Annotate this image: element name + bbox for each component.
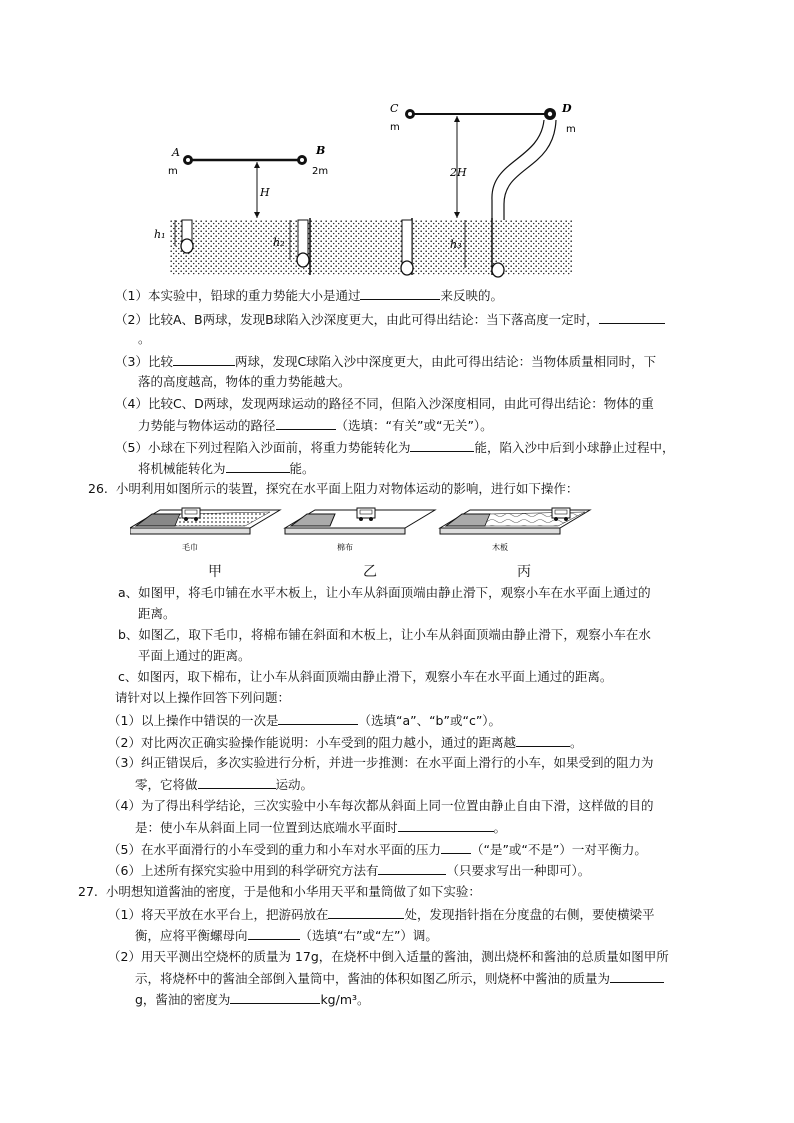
q25-s2: （2）比较A、B两球，发现B球陷入沙深度更大，由此可得出结论：当下落高度一定时， — [115, 312, 599, 327]
sunk-ball-d — [492, 263, 504, 277]
q27-p1d: （选填“右”或“左”）调。 — [299, 928, 438, 943]
q26-p5-line — [108, 840, 647, 859]
mass-a: m — [168, 166, 178, 177]
q26-p4b-line — [135, 818, 506, 837]
q26-p3b-line — [135, 775, 313, 794]
q25-s4b: 力势能与物体运动的路径 — [138, 418, 276, 433]
q26-blank4[interactable] — [398, 818, 494, 832]
sunk-ball-b — [297, 253, 309, 267]
q26-p3: （3）纠正错误后，多次实验进行分析，并进一步推测：在水平面上滑行的小车，如果受到的阻力为 — [108, 755, 654, 770]
q25-s3: （3）比较 — [115, 354, 173, 369]
q25-s5d: 能。 — [289, 461, 315, 476]
q25-line3 — [115, 352, 656, 371]
q27-blank1[interactable] — [328, 905, 404, 919]
q25-line4 — [115, 395, 654, 413]
q26-p4: （4）为了得出科学结论，三次实验中小车每次都从斜面上同一位置由静止自由下滑，这样做的目的 — [108, 798, 654, 813]
q27-p2b-line — [135, 969, 664, 988]
surface-label-towel: 毛巾 — [182, 543, 198, 552]
q26-p1-line — [108, 711, 501, 730]
panel-towel — [130, 508, 280, 552]
sand-drop-figure — [140, 100, 740, 285]
q27-p1c-line — [135, 926, 438, 945]
depth-h3: h₃ — [450, 238, 462, 251]
q27-blank4[interactable] — [230, 990, 320, 1004]
q27-blank2[interactable] — [248, 926, 300, 940]
q25-s5: （5）小球在下列过程陷入沙面前，将重力势能转化为 — [115, 440, 411, 455]
q27-p2c: g，酱油的密度为 — [135, 992, 231, 1007]
q26-p2b: 。 — [569, 735, 583, 750]
caption-bing: 丙 — [517, 564, 531, 580]
label-a: A — [172, 146, 180, 159]
panel-wood — [440, 508, 590, 552]
q27-p2c-line — [135, 990, 370, 1009]
q27-p2-line — [108, 948, 669, 966]
q25-blank4[interactable] — [276, 416, 336, 430]
q27-p1: （1）将天平放在水平台上，把游码放在 — [108, 907, 329, 922]
q25-s5b: 能，陷入沙中后到小球静止过程中， — [474, 440, 675, 455]
height-2h: 2H — [450, 166, 467, 179]
q26-blank2[interactable] — [516, 733, 570, 747]
q26-blank6[interactable] — [378, 861, 446, 875]
q26-p5: （5）在水平面滑行的小车受到的重力和小车对水平面的压力 — [108, 842, 441, 857]
q26-p2-line — [108, 733, 582, 752]
q26-a2: 距离。 — [138, 606, 176, 621]
q27-blank3[interactable] — [610, 969, 664, 983]
q26-p3b: 零，它将做 — [135, 777, 198, 792]
q25-blank2[interactable] — [599, 310, 665, 324]
q26-intro-line — [88, 480, 578, 498]
q26-blank3[interactable] — [198, 775, 276, 789]
q27-p2d: kg/m³。 — [320, 992, 370, 1007]
surface-label-wood: 木板 — [492, 543, 508, 552]
mass-c: m — [390, 122, 400, 133]
mass-b: 2m — [312, 166, 329, 177]
surface-label-cotton: 棉布 — [337, 543, 353, 552]
q25-s1: （1）本实验中，铅球的重力势能大小是通过 — [115, 288, 361, 303]
q26-p1b: （选填“a”、“b”或“c”）。 — [358, 713, 502, 728]
q27-p1b: 处，发现指针指在分度盘的右侧，要使横梁平 — [404, 907, 655, 922]
q26-a1: a、如图甲，将毛巾铺在水平木板上，让小车从斜面顶端由静止滑下，观察小车在水平面上通过的 — [118, 585, 651, 600]
q26-p3c: 运动。 — [275, 777, 314, 792]
depth-h2: h₂ — [273, 236, 285, 249]
height-h: H — [260, 186, 270, 199]
q26-intro: 小明利用如图所示的装置，探究在水平面上阻力对物体运动的影响，进行如下操作： — [115, 481, 579, 496]
q25-line3c — [138, 373, 351, 391]
q25-blank5[interactable] — [410, 438, 474, 452]
q25-blank3[interactable] — [173, 352, 235, 366]
q27-p1-line — [108, 905, 654, 924]
caption-jia: 甲 — [208, 564, 222, 580]
q25-line4b — [138, 416, 493, 435]
q27-p2: （2）用天平测出空烧杯的质量为 17g，在烧杯中倒入适量的酱油，测出烧杯和酱油的总质量如图甲所 — [108, 949, 669, 964]
q26-b1: b、如图乙，取下毛巾，将棉布铺在斜面和木板上，让小车从斜面顶端由静止滑下，观察小车在水 — [118, 627, 651, 642]
label-c: C — [390, 102, 399, 115]
q26-p4b: 是：使小车从斜面上同一位置到达底端水平面时 — [135, 820, 398, 835]
q25-s3c: 落的高度越高，物体的重力势能越大。 — [138, 374, 351, 389]
q26-p6-line — [108, 861, 590, 880]
q27-number: 27. — [78, 884, 98, 899]
sunk-ball-c — [401, 261, 413, 275]
q25-line2 — [115, 310, 665, 329]
label-d: D — [562, 102, 572, 115]
q26-blank5[interactable] — [441, 840, 471, 854]
caption-yi: 乙 — [363, 564, 377, 580]
q26-p5b: （“是”或“不是”）一对平衡力。 — [470, 842, 647, 857]
q26-p2: （2）对比两次正确实验操作能说明：小车受到的阻力越小，通过的距离越 — [108, 735, 516, 750]
q26-p3-line — [108, 754, 653, 772]
q25-line5 — [115, 438, 674, 457]
q26-p1: （1）以上操作中错误的一次是 — [108, 713, 279, 728]
q25-s2b: 。 — [138, 331, 151, 346]
q25-s5c: 将机械能转化为 — [138, 461, 226, 476]
sunk-ball-a — [181, 239, 193, 253]
q26-p6: （6）上述所有探究实验中用到的科学研究方法有 — [108, 863, 379, 878]
q26-p4-line — [108, 797, 653, 815]
q25-s3b: 两球，发现C球陷入沙中深度更大，由此可得出结论：当物体质量相同时，下 — [234, 354, 657, 369]
q25-s1b: 来反映的。 — [440, 288, 503, 303]
q26-c1: c、如图丙，取下棉布，让小车从斜面顶端由静止滑下，观察小车在水平面上通过的距离。 — [118, 669, 613, 684]
q26-p4c: 。 — [493, 820, 507, 835]
depth-h1: h₁ — [154, 228, 166, 241]
q25-blank6[interactable] — [226, 459, 290, 473]
mass-d: m — [566, 124, 576, 135]
q25-s4: （4）比较C、D两球，发现两球运动的路径不同，但陷入沙深度相同，由此可得出结论：物体的重 — [115, 396, 654, 411]
q27-p2b: 示，将烧杯中的酱油全部倒入量筒中，酱油的体积如图乙所示，则烧杯中酱油的质量为 — [135, 971, 611, 986]
q25-line5c — [138, 459, 315, 478]
q26-p6b: （只要求写出一种即可）。 — [446, 863, 591, 878]
q27-p1c: 衡，应将平衡螺母向 — [135, 928, 248, 943]
q26-blank1[interactable] — [278, 711, 358, 725]
q27-intro: 小明想知道酱油的密度，于是他和小华用天平和量筒做了如下实验： — [105, 884, 481, 899]
q25-blank1[interactable] — [360, 286, 440, 300]
q25-line1 — [115, 286, 503, 305]
q25-s4c: （选填：“有关”或“无关”）。 — [335, 418, 493, 433]
panel-cotton — [285, 508, 435, 552]
q26-prompt: 请针对以上操作回答下列问题： — [115, 690, 291, 705]
q25-line2b — [138, 330, 151, 348]
q27-intro-line — [78, 883, 481, 901]
q26-b2: 平面上通过的距离。 — [138, 648, 251, 663]
label-b: B — [316, 144, 326, 157]
q26-number: 26. — [88, 481, 108, 496]
